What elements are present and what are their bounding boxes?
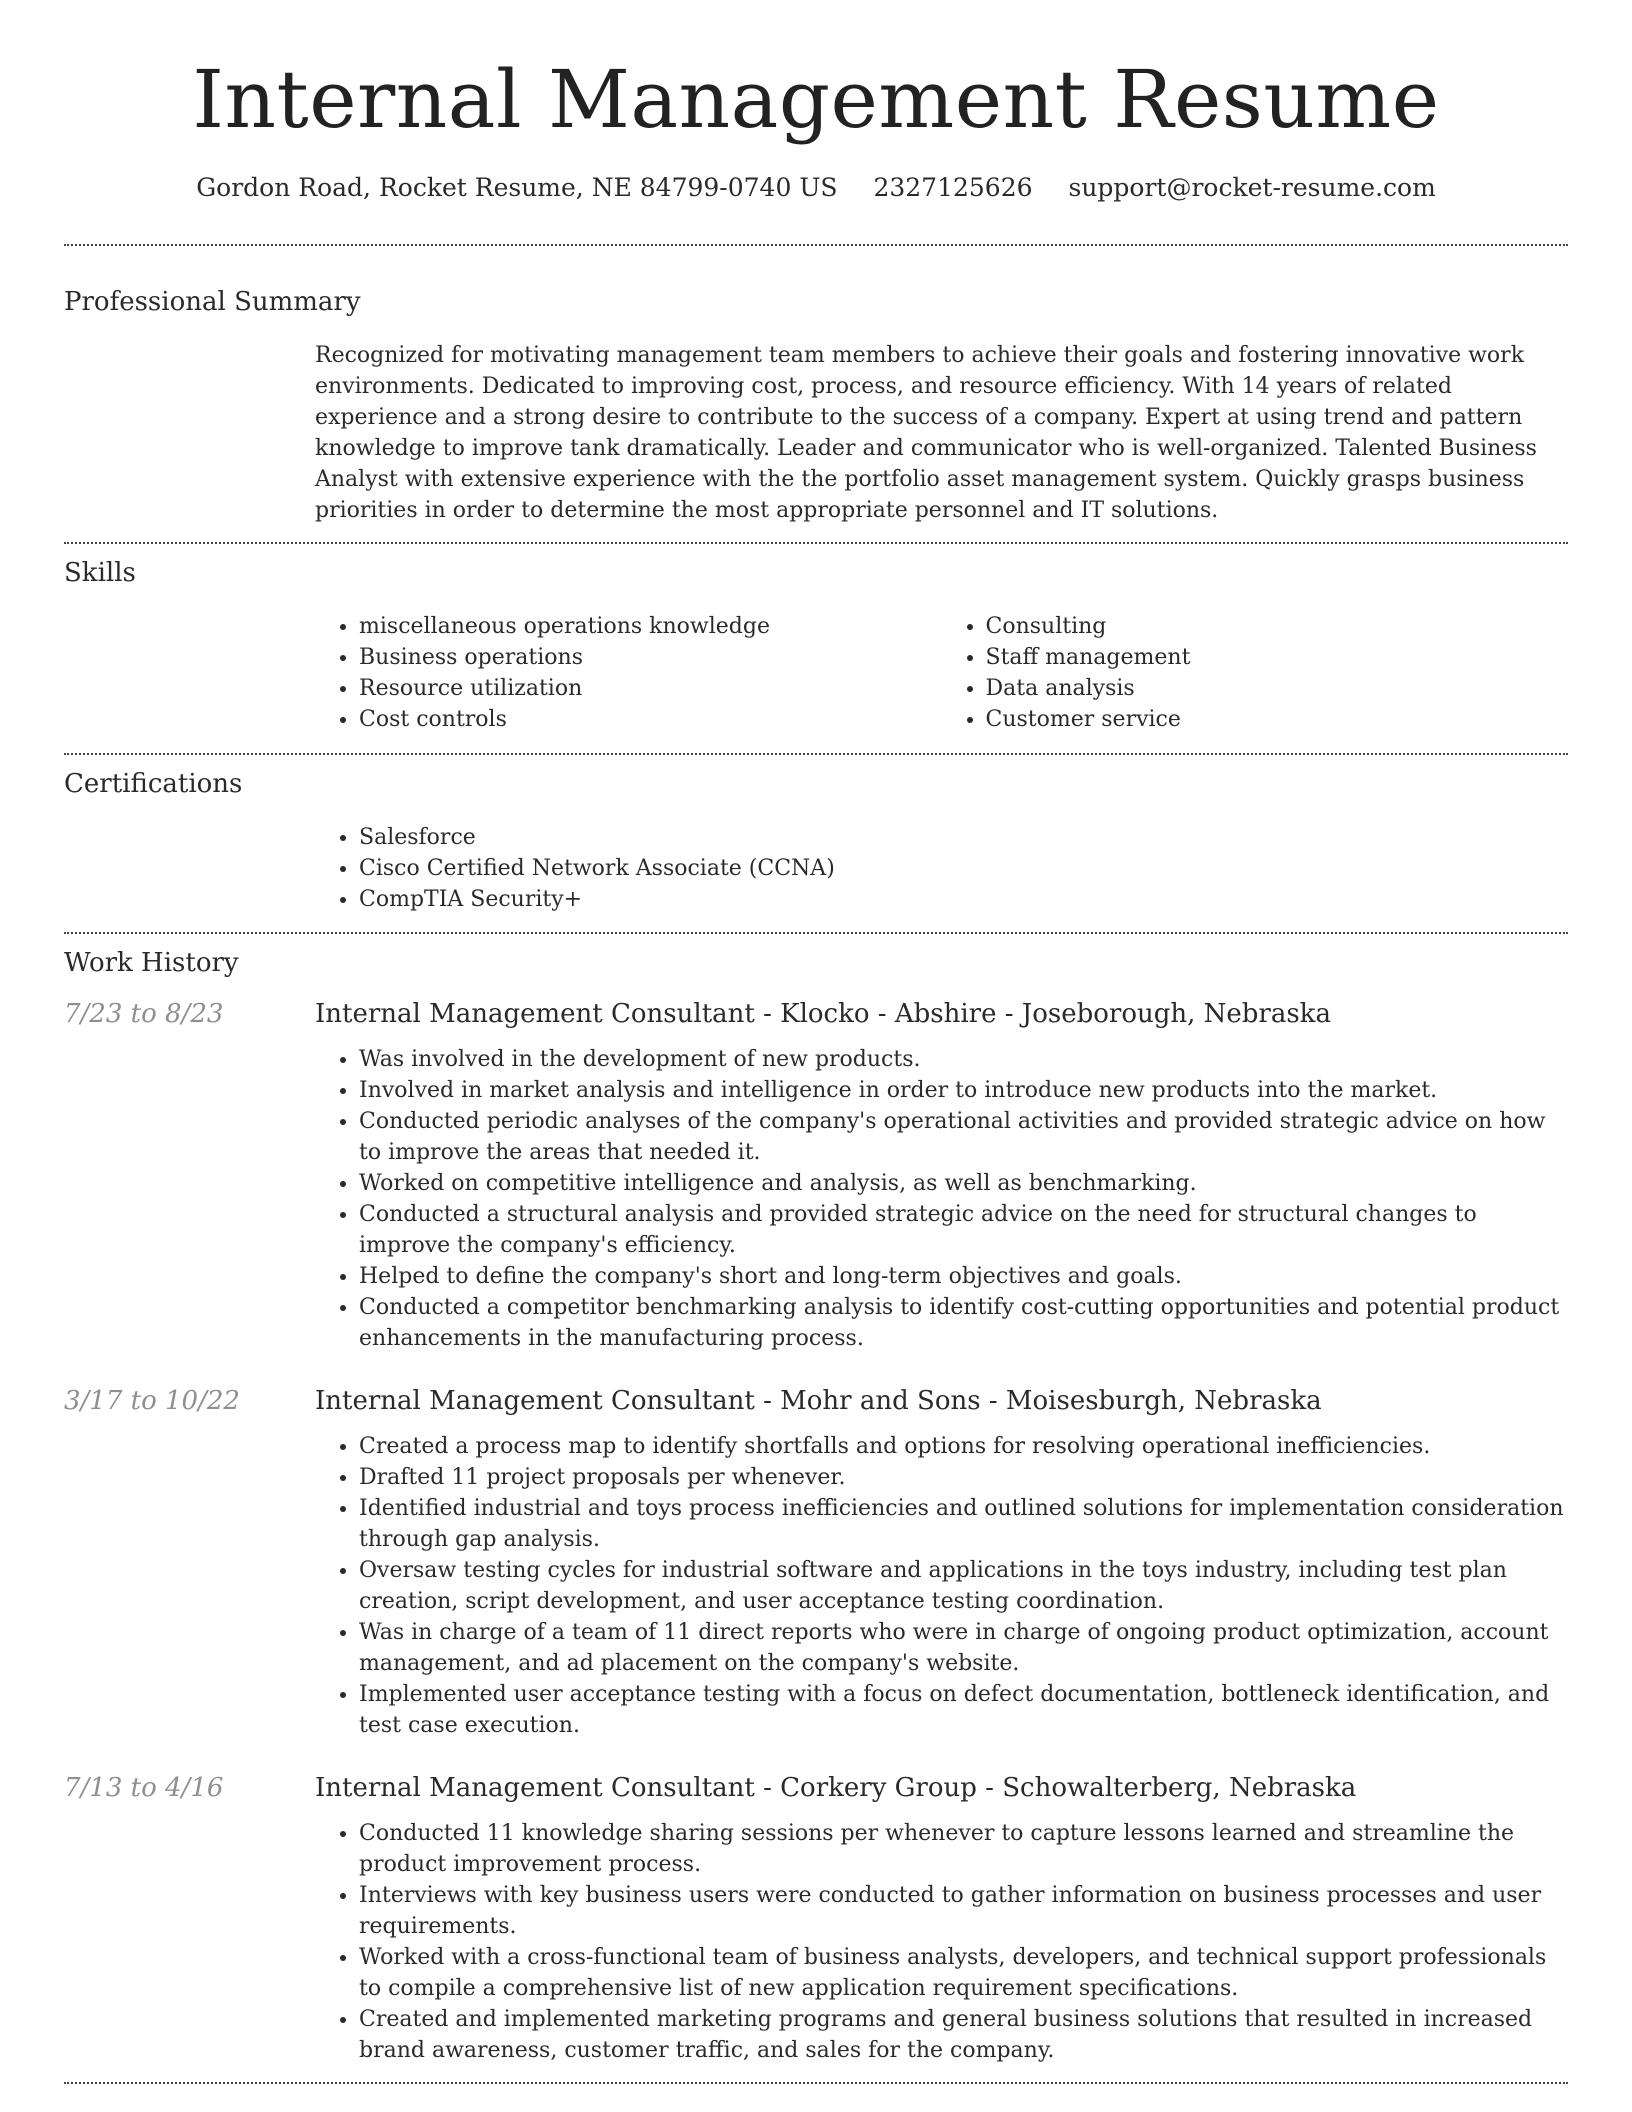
job-title: Internal Management Consultant - Corkery Group - Schowalterberg, Nebraska — [315, 1773, 1357, 1803]
job-details — [315, 1771, 1568, 2066]
skill-item: • Customer service — [986, 704, 1569, 735]
job-bullets — [315, 1818, 1568, 2066]
skill-item: • Staff management — [986, 642, 1569, 673]
section-divider — [64, 932, 1568, 934]
job-bullet: • Was involved in the development of new products. — [359, 1044, 1568, 1075]
job-bullet: • Identified industrial and toys process inefficiencies and outlined solutions for implementation consideration through gap analysis. — [359, 1493, 1568, 1555]
contact-line — [64, 172, 1568, 204]
job-dates: 7/13 to 4/16 — [64, 1773, 224, 1803]
job-bullet: • Involved in market analysis and intelligence in order to introduce new products into the market. — [359, 1075, 1568, 1106]
skill-item: • Data analysis — [986, 673, 1569, 704]
job-details — [315, 1384, 1568, 1741]
job-bullet: • Conducted a structural analysis and provided strategic advice on the need for structural changes to improve the company's efficiency. — [359, 1199, 1568, 1261]
job-bullet: • Helped to define the company's short and long-term objectives and goals. — [359, 1261, 1568, 1292]
job-bullet: • Worked on competitive intelligence and analysis, as well as benchmarking. — [359, 1168, 1568, 1199]
job-entry — [64, 1384, 1568, 1741]
certifications-heading: Certifications — [64, 769, 243, 799]
job-bullet: • Oversaw testing cycles for industrial software and applications in the toys industry, including test plan creation, script development, and user acceptance testing coordination. — [359, 1555, 1568, 1617]
work-history-heading: Work History — [64, 948, 239, 978]
certifications-list — [315, 822, 1568, 915]
contact-email: support@rocket-resume.com — [1068, 173, 1436, 202]
certification-item: • Salesforce — [359, 822, 1568, 853]
certifications-body — [315, 822, 1568, 915]
skills-columns — [315, 611, 1568, 735]
section-divider — [64, 753, 1568, 755]
resume-title: Internal Management Resume — [192, 53, 1440, 146]
summary-text: Recognized for motivating management team members to achieve their goals and fostering innovative work environments. Dedicated to improving cost, process, and resource efficiency. With 14 years of related experience and a strong desire to contribute to the success of a company. Expert at using trend and pattern knowledge to improve tank dramatically. Leader and communicator who is well-organized. Talented Business Analyst with extensive experience with the the portfolio asset management system. Quickly grasps business priorities in order to determine the most appropriate personnel and IT solutions. — [315, 343, 1537, 523]
job-entry — [64, 997, 1568, 1354]
job-title: Internal Management Consultant - Mohr and Sons - Moisesburgh, Nebraska — [315, 1386, 1322, 1416]
job-bullet: • Was in charge of a team of 11 direct reports who were in charge of ongoing product optimization, account management, and ad placement on the company's website. — [359, 1617, 1568, 1679]
section-divider — [64, 244, 1568, 246]
job-bullet: • Created a process map to identify shortfalls and options for resolving operational inefficiencies. — [359, 1431, 1568, 1462]
resume-content — [64, 0, 1568, 2084]
certification-item: • Cisco Certified Network Associate (CCNA) — [359, 853, 1568, 884]
job-bullets — [315, 1431, 1568, 1741]
job-bullets — [315, 1044, 1568, 1354]
job-bullet: • Drafted 11 project proposals per whenever. — [359, 1462, 1568, 1493]
skill-item: • Cost controls — [359, 704, 942, 735]
skill-item: • Business operations — [359, 642, 942, 673]
job-title: Internal Management Consultant - Klocko - Abshire - Joseborough, Nebraska — [315, 999, 1331, 1029]
job-bullet: • Conducted a competitor benchmarking analysis to identify cost-cutting opportunities and potential product enhancements in the manufacturing process. — [359, 1292, 1568, 1354]
summary-heading: Professional Summary — [64, 287, 361, 317]
skills-list-left — [315, 611, 942, 735]
section-divider — [64, 2082, 1568, 2084]
section-divider — [64, 542, 1568, 544]
job-bullet: • Conducted 11 knowledge sharing sessions per whenever to capture lessons learned and streamline the product improvement process. — [359, 1818, 1568, 1880]
skills-heading: Skills — [64, 558, 136, 588]
contact-address: Gordon Road, Rocket Resume, NE 84799-0740 US — [196, 173, 838, 202]
job-dates: 7/23 to 8/23 — [64, 999, 224, 1029]
job-dates: 3/17 to 10/22 — [64, 1386, 240, 1416]
job-bullet: • Conducted periodic analyses of the company's operational activities and provided strategic advice on how to improve the areas that needed it. — [359, 1106, 1568, 1168]
job-bullet: • Worked with a cross-functional team of business analysts, developers, and technical support professionals to compile a comprehensive list of new application requirement specifications. — [359, 1942, 1568, 2004]
skill-item: • Resource utilization — [359, 673, 942, 704]
skill-item: • miscellaneous operations knowledge — [359, 611, 942, 642]
certification-item: • CompTIA Security+ — [359, 884, 1568, 915]
job-bullet: • Created and implemented marketing programs and general business solutions that resulted in increased brand awareness, customer traffic, and sales for the company. — [359, 2004, 1568, 2066]
job-details — [315, 997, 1568, 1354]
skills-list-right — [942, 611, 1569, 735]
contact-phone: 2327125626 — [873, 173, 1033, 202]
job-bullet: • Interviews with key business users were conducted to gather information on business processes and user requirements. — [359, 1880, 1568, 1942]
job-entry — [64, 1771, 1568, 2066]
skill-item: • Consulting — [986, 611, 1569, 642]
job-bullet: • Implemented user acceptance testing with a focus on defect documentation, bottleneck identification, and test case execution. — [359, 1679, 1568, 1741]
